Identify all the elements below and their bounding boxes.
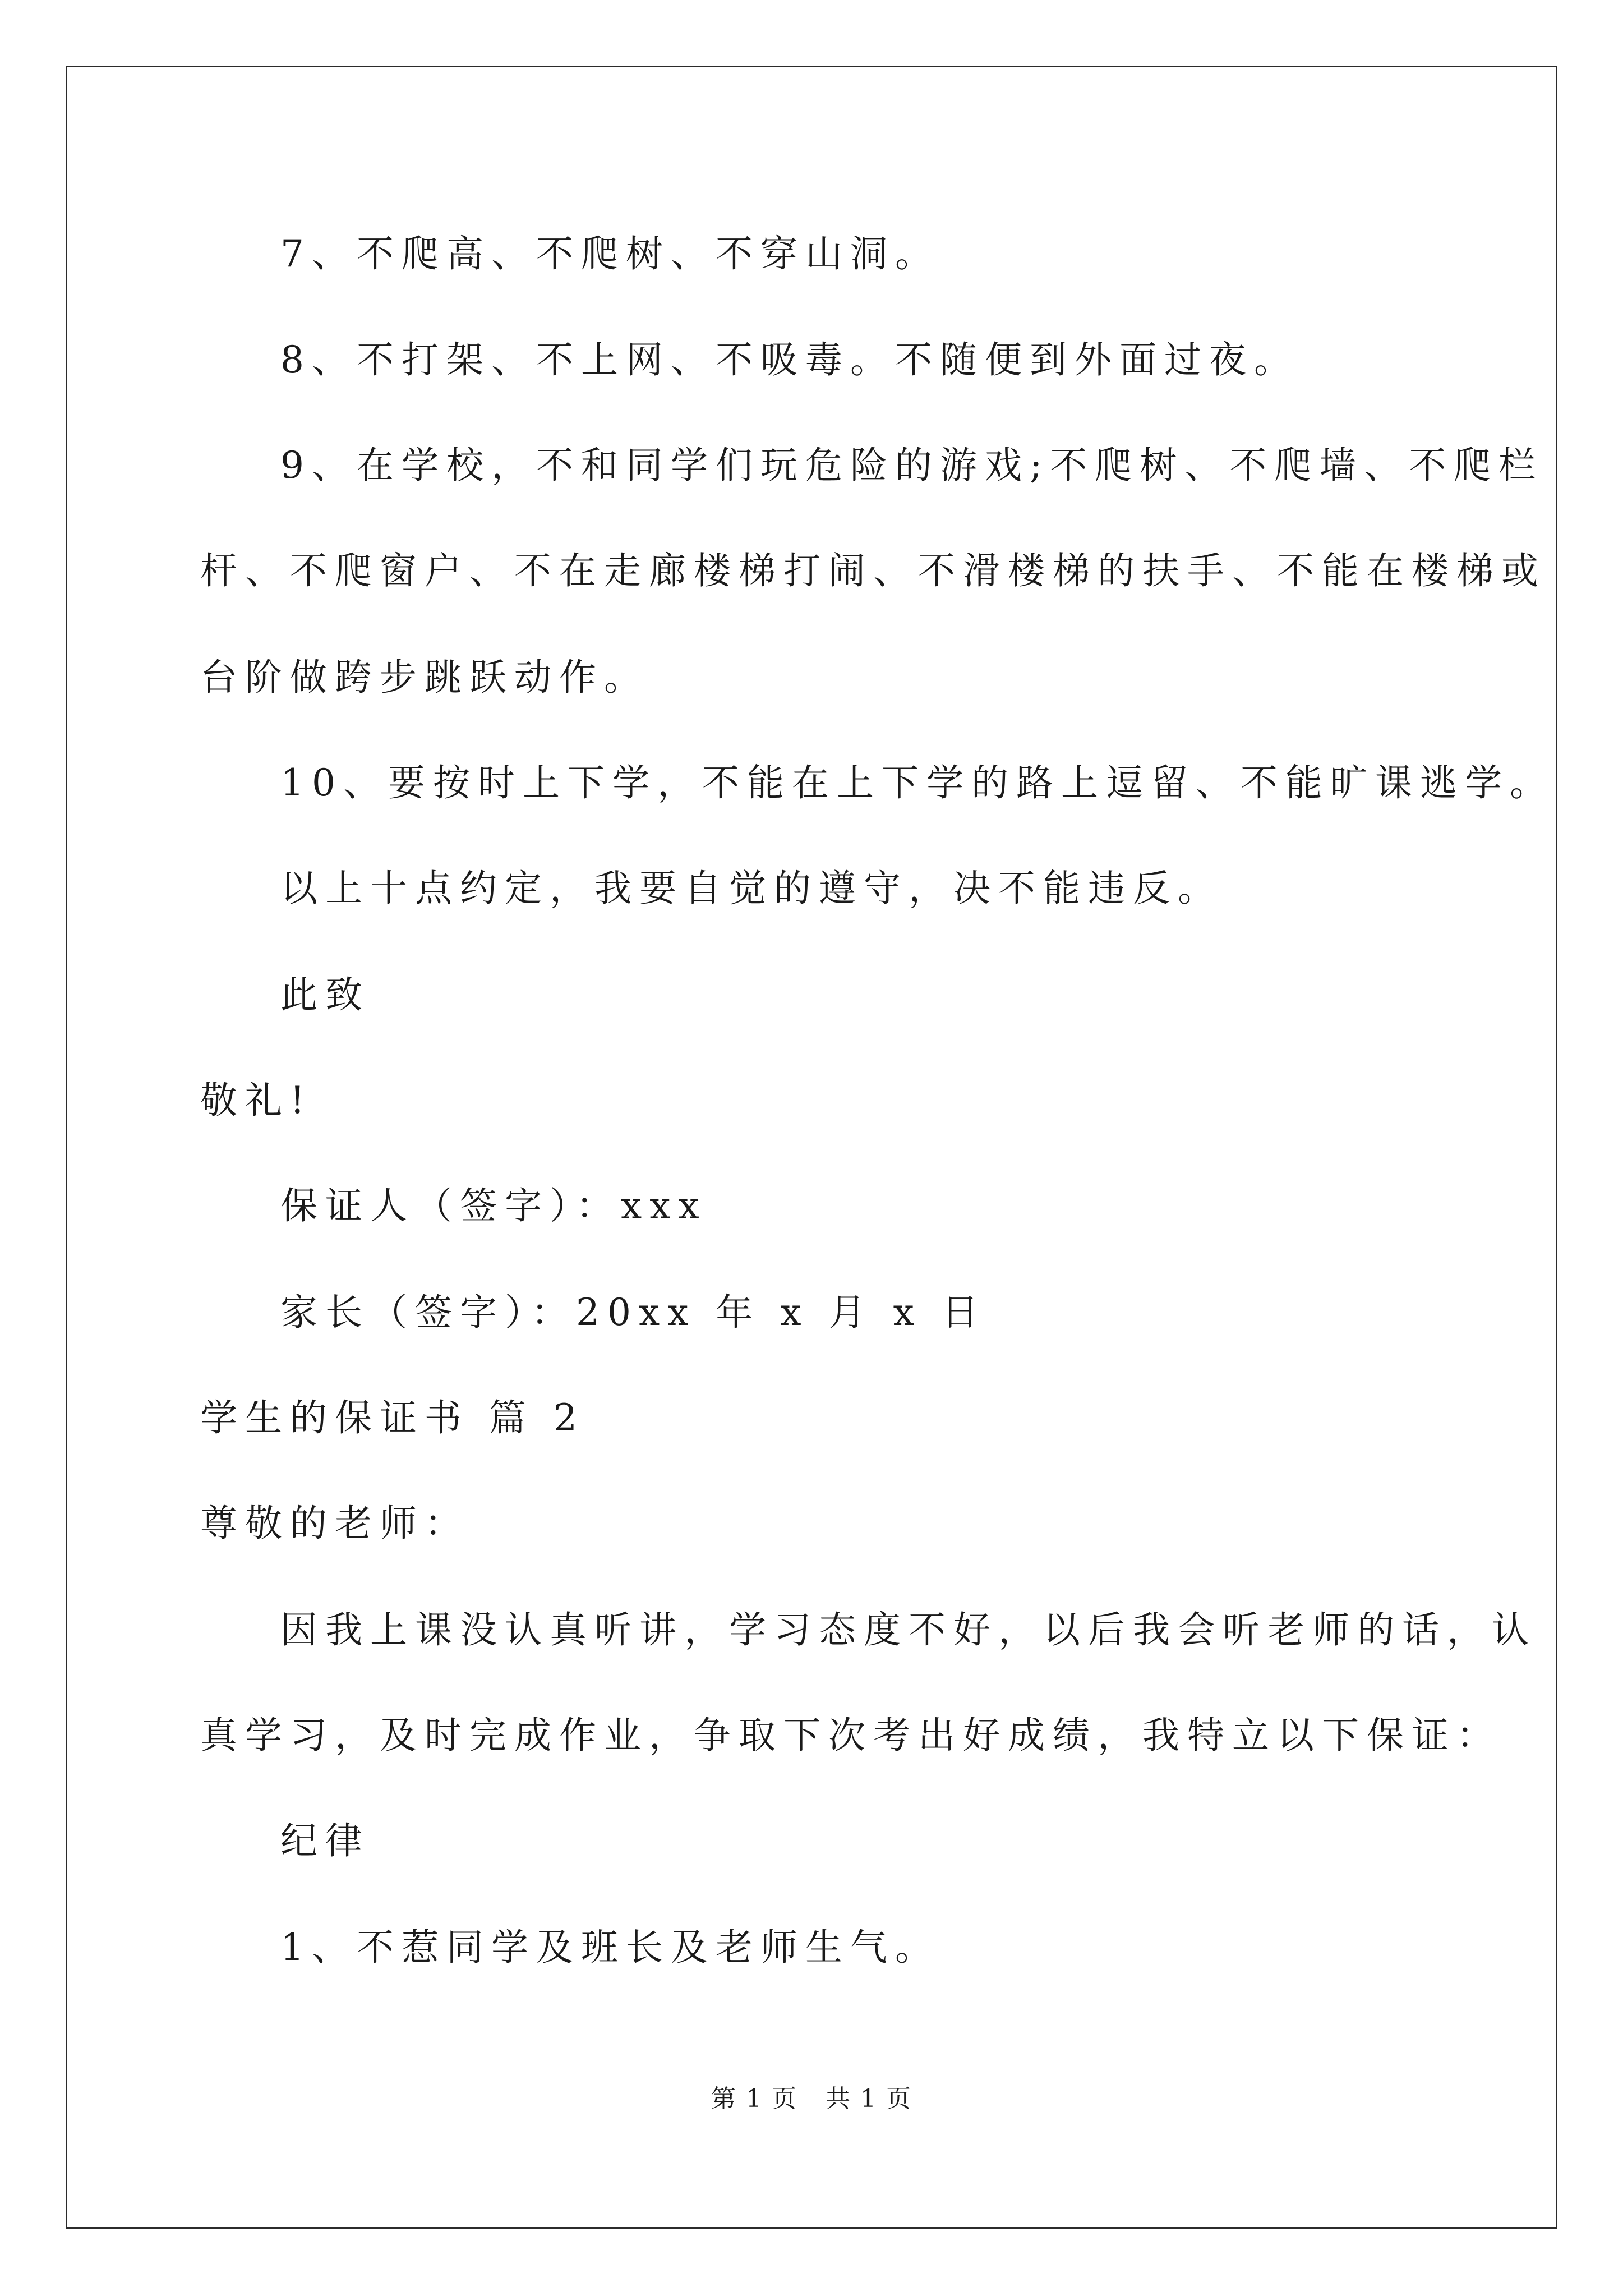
text-line: 保证人（签字）：xxx (280, 1184, 707, 1227)
page-border (66, 66, 1557, 2229)
text-line: 8、不打架、不上网、不吸毒。不随便到外面过夜。 (280, 338, 1299, 381)
text-line: 因我上课没认真听讲，学习态度不好，以后我会听老师的话，认 (280, 1608, 1537, 1651)
text-line: 以上十点约定，我要自觉的遵守，决不能违反。 (280, 867, 1223, 910)
text-line: 真学习，及时完成作业，争取下次考出好成绩，我特立以下保证： (200, 1714, 1501, 1757)
page-number: 第 1 页 (711, 2085, 797, 2113)
text-line: 家长（签字）：20xx 年 x 月 x 日 (280, 1291, 986, 1334)
text-line: 此致 (280, 973, 370, 1016)
text-line: 纪律 (280, 1819, 370, 1862)
salutation: 尊敬的老师： (200, 1502, 469, 1545)
section-heading: 学生的保证书 篇 2 (200, 1396, 585, 1439)
text-line: 10、要按时上下学，不能在上下学的路上逗留、不能旷课逃学。 (280, 761, 1555, 804)
text-line: 敬礼! (200, 1079, 313, 1122)
page-footer (0, 2082, 1623, 2116)
text-line: 杆、不爬窗户、不在走廊楼梯打闹、不滑楼梯的扶手、不能在楼梯或 (200, 549, 1546, 592)
page-total: 共 1 页 (826, 2085, 912, 2113)
text-line: 台阶做跨步跳跃动作。 (200, 656, 649, 699)
text-line: 1、不惹同学及班长及老师生气。 (280, 1926, 940, 1969)
text-line: 7、不爬高、不爬树、不穿山洞。 (280, 232, 940, 275)
text-line: 9、在学校，不和同学们玩危险的游戏;不爬树、不爬墙、不爬栏 (280, 444, 1544, 487)
